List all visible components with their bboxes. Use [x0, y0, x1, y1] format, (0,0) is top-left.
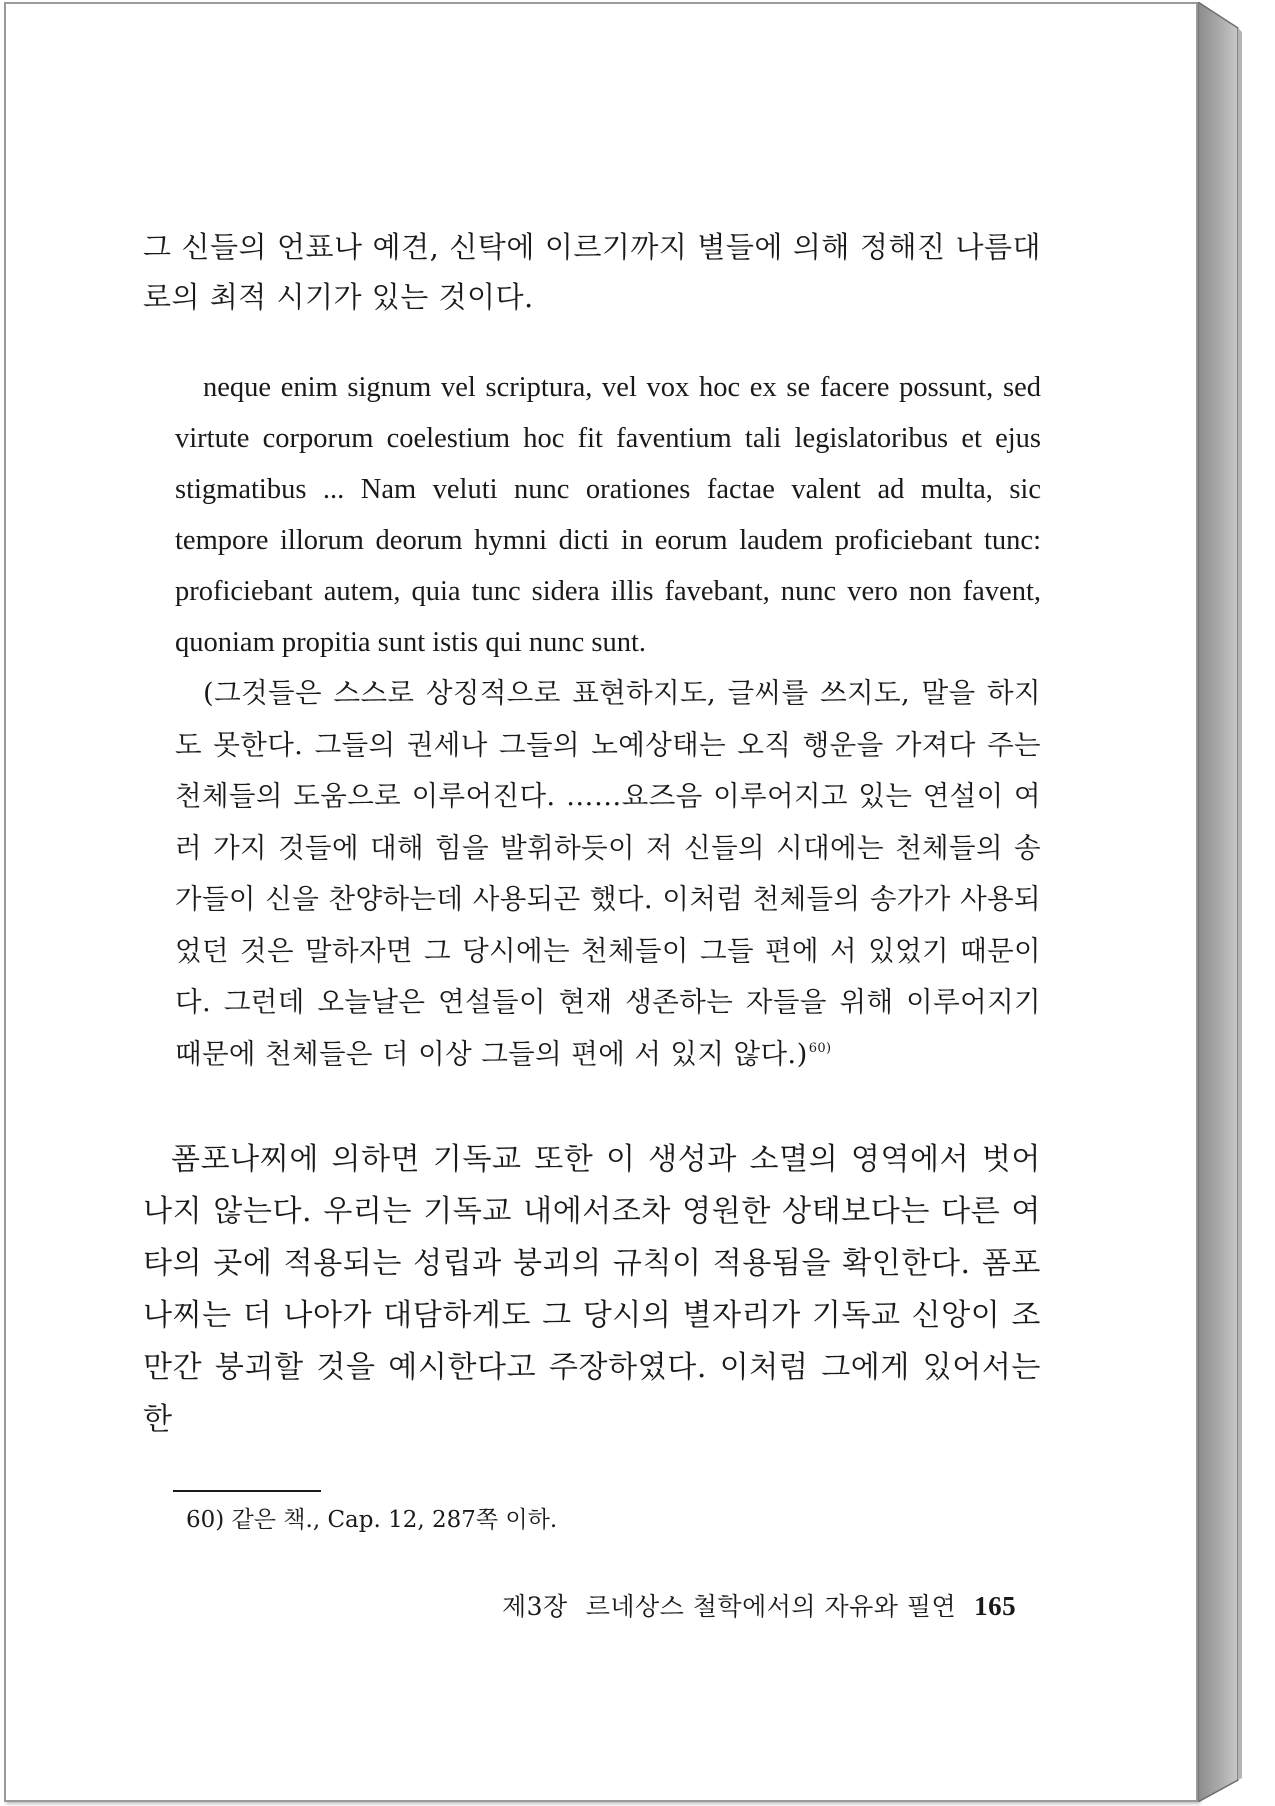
korean-translation	[175, 668, 1041, 1080]
page-body	[143, 222, 1041, 1446]
running-footer	[502, 1589, 1016, 1624]
spacer	[143, 322, 1041, 362]
chapter-label: 제3장	[502, 1592, 568, 1621]
latin-quote: neque enim signum vel scriptura, vel vox hoc ex se facere possunt, sed virtute corporum coelestium hoc fit faventium tali legislatoribus et ejus stigmatibus ... Nam veluti nunc orationes factae valent ad multa, sic tempore illorum deorum hymni dicti in eorum laudem proficiebant tunc: proficiebant autem, quia tunc sidera illis favebant, nunc vero non favent, quoniam propitia sunt istis qui nunc sunt.	[175, 372, 1041, 658]
page-edge	[1198, 2, 1262, 1802]
spacer	[143, 1080, 1041, 1134]
chapter-title: 르네상스 철학에서의 자유와 필연	[585, 1592, 957, 1621]
block-quote	[175, 362, 1041, 1080]
footnote: 60) 같은 책., Cap. 12, 287쪽 이하.	[186, 1507, 558, 1533]
page-edge-graphic	[1198, 2, 1262, 1802]
main-paragraph: 폼포나찌에 의하면 기독교 또한 이 생성과 소멸의 영역에서 벗어나지 않는다. 우리는 기독교 내에서조차 영원한 상태보다는 다른 여타의 곳에 적용되는 성립과 붕괴의 규칙이 적용됨을 확인한다. 폼포나찌는 더 나아가 대담하게도 그 당시의 별자리가 기독교 신앙이 조만간 붕괴할 것을 예시한다고 주장하였다. 이처럼 그에게 있어서는 한	[143, 1142, 1041, 1437]
footnote-marker[interactable]: 60)	[808, 1041, 832, 1057]
korean-translation-text: (그것들은 스스로 상징적으로 표현하지도, 글씨를 쓰지도, 말을 하지도 못한다. 그들의 권세나 그들의 노예상태는 오직 행운을 가져다 주는 천체들의 도움으로 이루어진다. ……요즈음 이루어지고 있는 연설이 여러 가지 것들에 대해 힘을 발휘하듯이 저 신들의 시대에는 천체들의 송가들이 신을 찬양하는데 사용되곤 했다. 이처럼 천체들의 송가가 사용되었던 것은 말하자면 그 당시에는 천체들이 그들 편에 서 있었기 때문이다. 그런데 오늘날은 연설들이 현재 생존하는 자들을 위해 이루어지기 때문에 천체들은 더 이상 그들의 편에 서 있지 않다.)	[175, 677, 1041, 1070]
intro-paragraph: 그 신들의 언표나 예견, 신탁에 이르기까지 별들에 의해 정해진 나름대로의 최적 시기가 있는 것이다.	[143, 230, 1041, 314]
page-number: 165	[974, 1591, 1017, 1621]
footnote-divider	[173, 1490, 321, 1492]
